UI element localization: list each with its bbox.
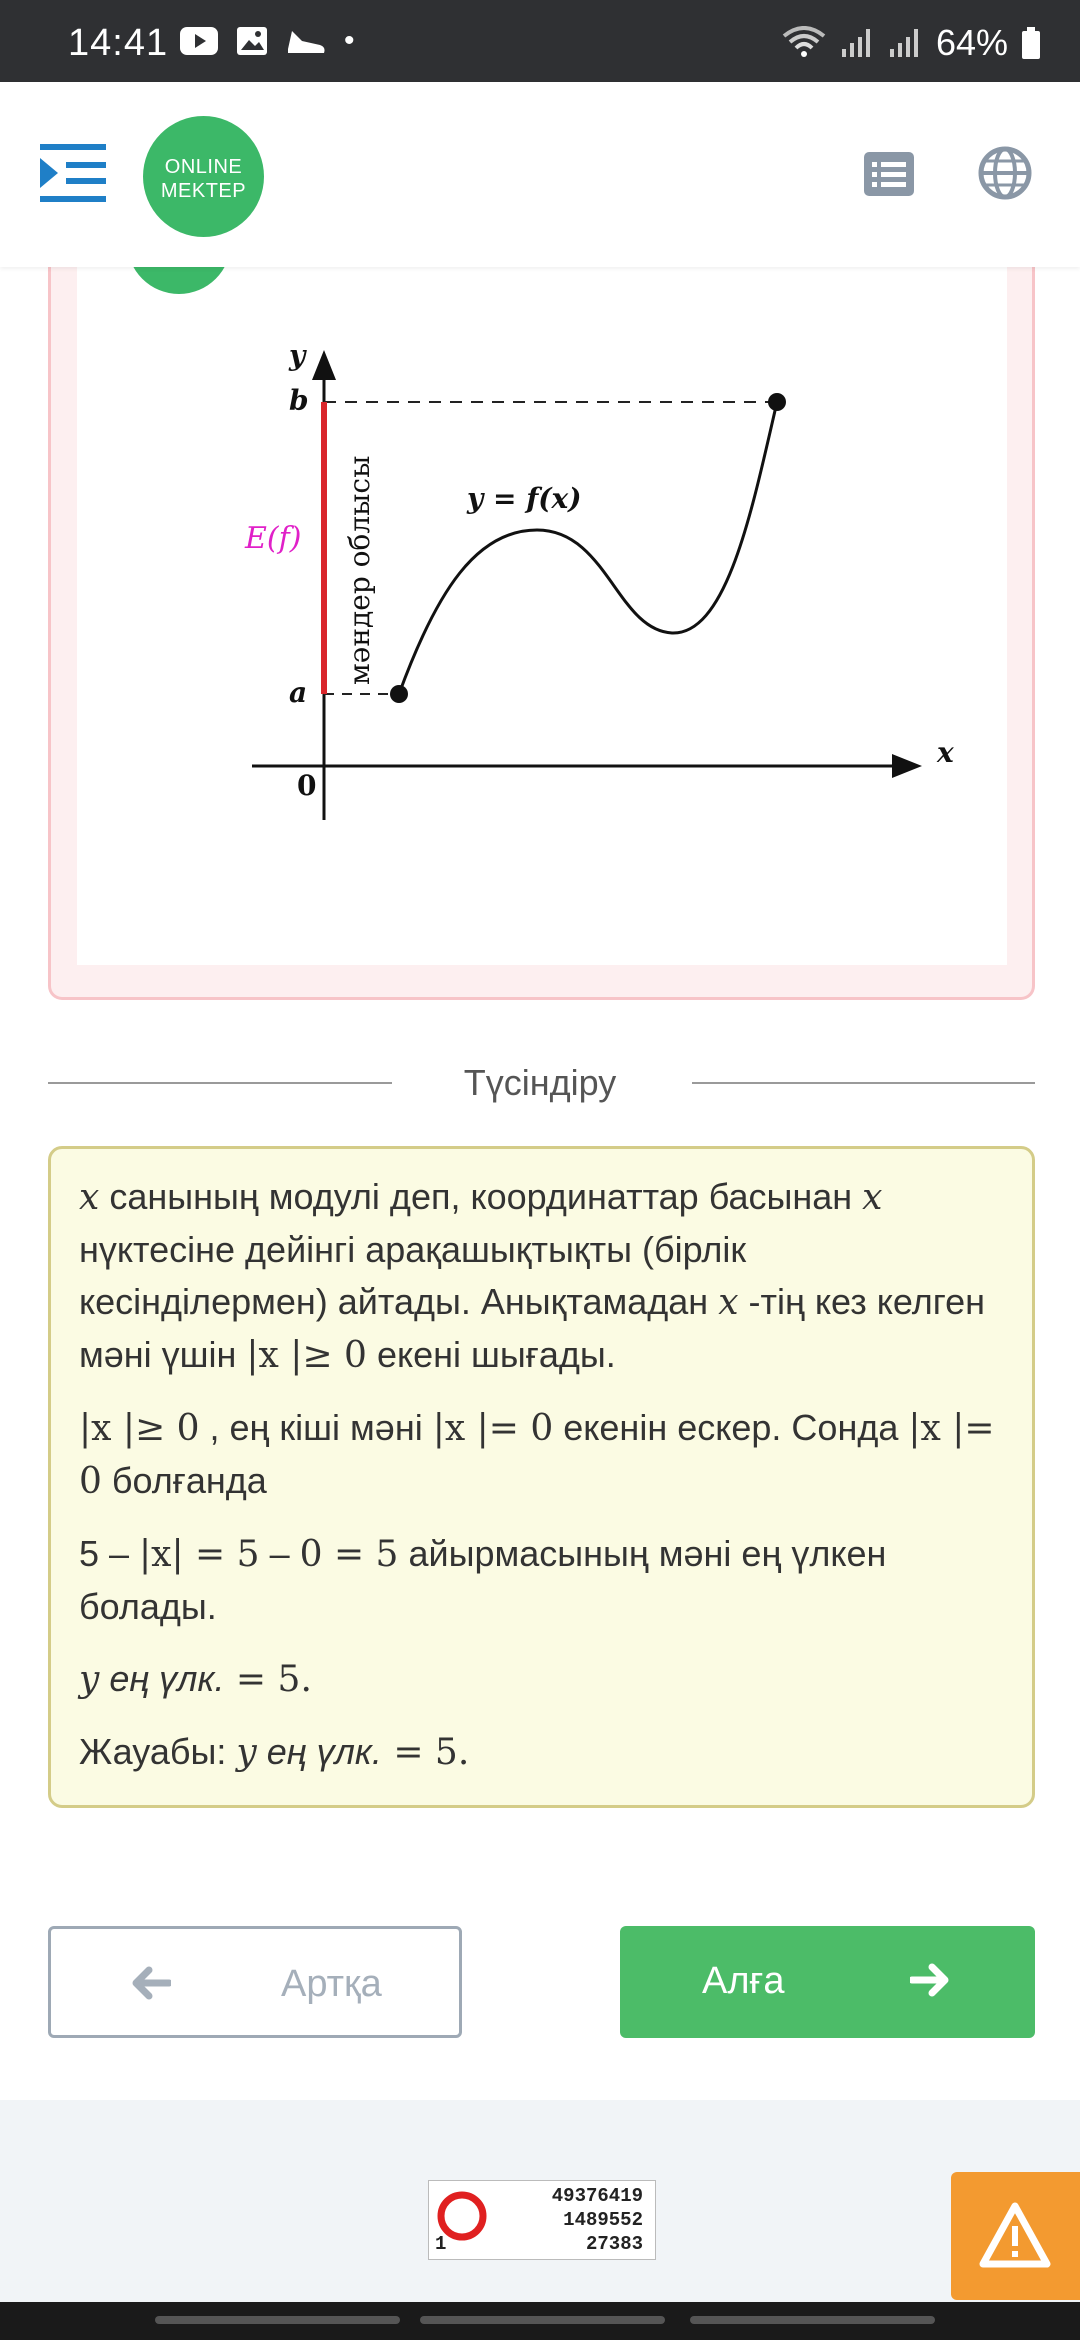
arrow-left-icon [131,1965,171,2001]
curve-label: y = f(x) [467,482,582,515]
origin-label: 0 [297,769,317,802]
online-mektep-logo[interactable] [143,116,264,237]
signal-icon [840,27,874,59]
back-button[interactable] [48,1926,462,2038]
y-axis-arrow [312,350,336,380]
nav-recent[interactable] [155,2316,400,2324]
explanation-paragraph-3: 5 – |x| = 5 – 0 = 5 айырмасының мәні ең үлкен болады. [79,1533,887,1627]
report-button[interactable] [951,2172,1080,2300]
start-point [390,685,408,703]
figure-canvas [77,230,1007,965]
next-button[interactable] [620,1926,1035,2038]
next-label: Алға [702,1960,785,2002]
separator-left [48,1082,392,1084]
back-label: Артқа [281,1963,382,2005]
explanation-title: Түсіндіру [463,1062,617,1103]
app-header [0,82,1080,267]
counter-left-value: 1 [435,2233,447,2255]
battery-percent: 64% [935,22,1008,63]
menu-button[interactable] [40,142,106,204]
list-icon [864,152,914,196]
function-graph [77,230,1007,965]
logo-line1: ONLINE [164,156,243,178]
youtube-icon [180,27,218,55]
a-label: a [289,676,308,709]
counter-value-1: 49376419 [551,2185,643,2207]
vertical-range-label: мәндер облысы [343,455,376,685]
explanation-box [48,1146,1035,1808]
y-axis-label: y [289,339,306,372]
globe-icon [978,146,1032,200]
separator-right [692,1082,1035,1084]
nav-back[interactable] [690,2316,935,2324]
signal-icon-2 [888,27,922,59]
system-nav-bar [0,2302,1080,2340]
range-label: E(f) [245,521,302,556]
status-time: 14:41 [68,22,169,64]
language-button[interactable] [978,146,1032,200]
end-point [768,393,786,411]
figure-card [48,230,1035,1000]
visit-counter[interactable] [428,2180,656,2260]
x-axis-arrow [892,754,922,778]
battery-icon [1022,27,1040,59]
b-label: b [289,384,309,417]
gallery-icon [236,26,268,56]
nav-home[interactable] [420,2316,665,2324]
counter-value-3: 27383 [585,2233,643,2255]
arrow-right-icon [910,1962,950,1998]
explanation-paragraph-2: |x |≥ 0 , ең кіші мәні |x |= 0 екенін ескер. Сонда |x |= 0 болғанда [79,1407,995,1502]
logo-line2: MEKTEP [160,180,247,202]
status-bar [0,0,1080,82]
menu-icon [40,142,106,204]
explanation-paragraph-1: x санының модулі деп, координаттар басынан x нүктесіне дейінгі арақашықтықты (бірлік кесінділермен) айтады. Анықтамадан x -тің кез келген мәні үшін |x |≥ 0 екені шығады. [79,1176,985,1376]
function-curve [399,402,777,694]
counter-value-2: 1489552 [563,2209,643,2231]
x-axis-label: x [937,736,954,769]
wifi-icon [782,26,826,60]
list-button[interactable] [864,152,914,196]
notification-dot: • [344,24,355,57]
sneaker-icon [286,27,326,55]
answer-line: Жауабы: y ең үлк. = 5. [79,1731,470,1773]
explanation-paragraph-4: y ең үлк. = 5. [79,1658,312,1700]
warning-icon [951,2172,1080,2300]
